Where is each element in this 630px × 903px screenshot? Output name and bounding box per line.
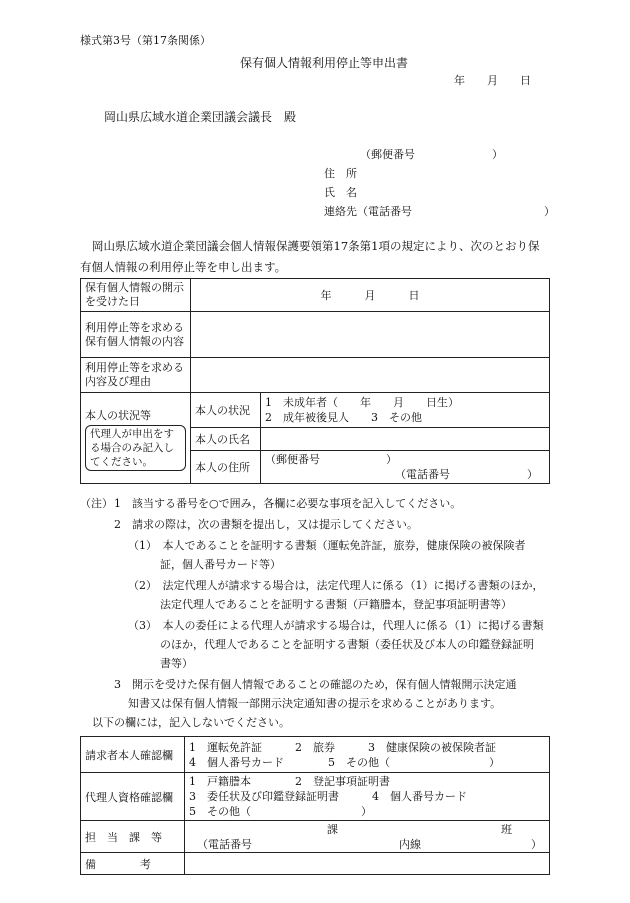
staff-ext: 内線 [399,837,421,851]
note-2-2a: （2） 法定代理人が請求する場合は，法定代理人に係る（1）に掲げる書類のほか， [128,579,544,592]
person-address-label: 本人の住所 [191,451,261,484]
notes-prefix: （注） [80,497,113,510]
note-3b: 知書又は保有個人情報一部開示決定通知書の提示を求めることがあります。 [128,697,502,710]
note-2-1a: （1） 本人であることを証明する書類（運転免許証，旅券，健康保険の被保険者 [128,539,526,552]
status-option-line-1[interactable]: 1 未成年者（ 年 月 日生） [265,396,459,409]
person-status-note: 代理人が申出をする場合のみ記入してください。 [85,425,186,471]
note-2-1b: 証，個人番号カード等） [160,558,281,571]
remarks-label: 備 考 [81,853,185,875]
note-3a: 3 開示を受けた保有個人情報であることの確認のため，保有個人情報開示決定通 [114,678,517,691]
agent-check-label: 代理人資格確認欄 [81,773,185,821]
id-check-line-1: 1 運転免許証 2 旅券 3 健康保険の被保険者証 [189,740,496,754]
staff-label: 担 当 課 等 [81,821,185,853]
staff-row-1 [189,822,545,837]
request-table [80,278,550,484]
id-check-line-2: 4 個人番号カード 5 その他（ ） [189,755,500,769]
agent-check-line-3: 5 その他（ ） [189,805,372,818]
staff-ka: 課 [327,822,338,836]
target-info-label: 利用停止等を求める保有個人情報の内容 [81,312,191,358]
request-reason-label: 利用停止等を求める内容及び理由 [81,358,191,393]
intro-line-1: 岡山県広域水道企業団議会個人情報保護要領第17条第1項の規定により、次のとおり保 [92,239,540,253]
note-2-3b: のほか，代理人であることを証明する書類（委任状及び本人の印鑑登録証明 [160,638,534,651]
note-2-2b: 法定代理人であることを証明する書類（戸籍謄本，登記事項証明書等） [160,598,512,611]
status-options[interactable] [261,393,550,428]
status-label: 本人の状況 [191,393,261,428]
person-status-cell [81,393,191,484]
disclosure-date-value[interactable]: 年 月 日 [191,279,550,312]
person-phone: （電話番号 ） [395,468,538,481]
staff-han: 班 [501,822,512,836]
person-name-field[interactable] [261,428,550,451]
staff-phone: （電話番号 [197,837,252,851]
status-option-line-2[interactable]: 2 成年被後見人 3 その他 [265,411,422,424]
note-2-3c: 書等） [160,657,193,670]
agent-check-line-1: 1 戸籍謄本 2 登記事項証明書 [189,775,390,788]
disclosure-date-label: 保有個人情報の開示を受けた日 [81,279,191,312]
request-reason-field[interactable] [191,358,550,393]
id-check-label: 請求者本人確認欄 [81,737,185,773]
applicant-contact-label: 連絡先（電話番号 ） [324,205,555,218]
person-address-field[interactable] [261,451,550,484]
note-2-3a: （3） 本人の委任による代理人が請求する場合は，代理人に係る（1）に掲げる書類 [128,619,544,632]
note-1: 1 該当する番号を○で囲み，各欄に必要な事項を記入してください。 [114,497,462,510]
intro-line-2: 有個人情報の利用停止等を申し出ます。 [80,260,287,274]
person-postal: （郵便番号 ） [265,453,397,466]
applicant-name-label: 氏 名 [324,186,357,199]
addressee: 岡山県広域水道企業団議会議長 殿 [104,110,297,124]
target-info-field[interactable] [191,312,550,358]
date-line: 年 月 日 [454,74,531,87]
remarks-field[interactable] [185,853,550,875]
page-title: 保有個人情報利用停止等申出書 [240,56,409,70]
note-2: 2 請求の際は，次の書類を提出し，又は提示してください。 [114,518,418,531]
staff-field[interactable] [185,821,550,853]
agent-check-options[interactable] [185,773,550,821]
office-note: 以下の欄には，記入しないでください。 [92,716,290,729]
person-status-label: 本人の状況等 [85,409,151,422]
staff-row-2 [189,837,545,852]
form-number: 様式第3号（第17条関係） [80,34,211,47]
office-table [80,736,550,875]
applicant-address-label: 住 所 [324,167,357,180]
id-check-options[interactable] [185,737,550,773]
agent-check-line-2: 3 委任状及び印鑑登録証明書 4 個人番号カード [189,790,467,803]
staff-close: ） [531,837,542,851]
applicant-postal: （郵便番号 ） [360,148,503,161]
person-name-label: 本人の氏名 [191,428,261,451]
